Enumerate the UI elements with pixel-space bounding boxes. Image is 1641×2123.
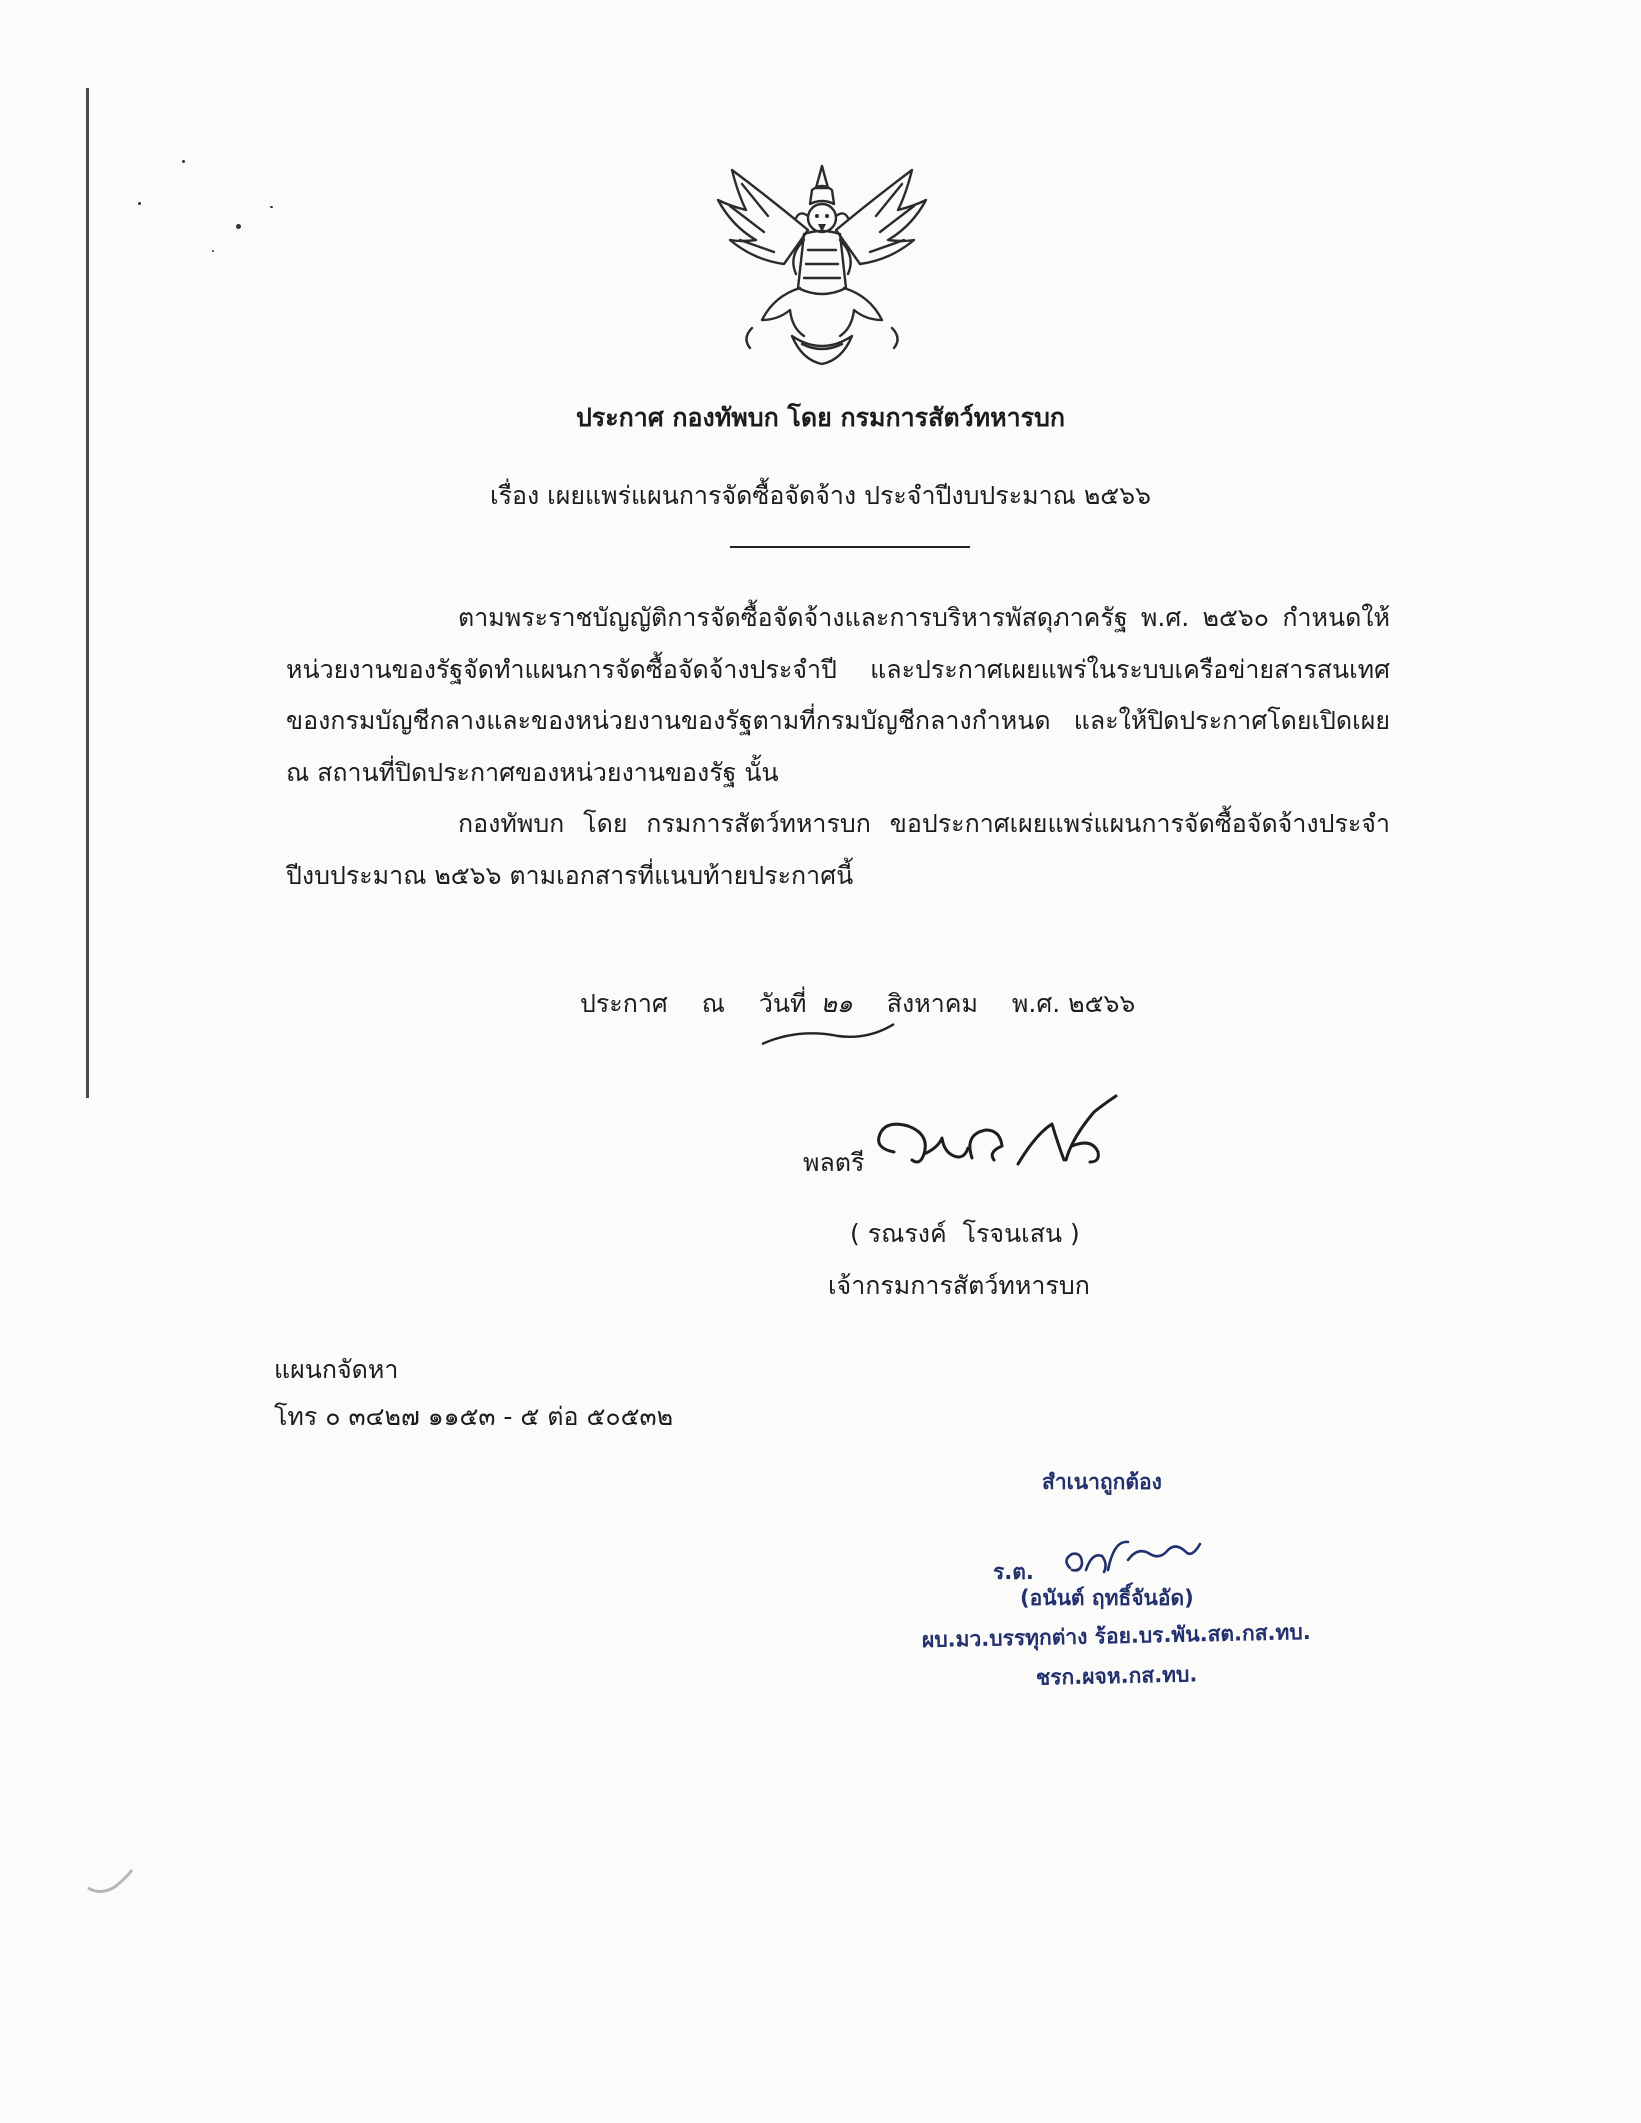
announcement-body [286, 592, 1390, 901]
scan-speck [270, 206, 273, 208]
signer-signature [868, 1090, 1128, 1180]
date-day-label: วันที่ [758, 989, 807, 1018]
certification-position-line-2: ชรก.ผจห.กส.ทบ. [1035, 1662, 1198, 1690]
scan-corner-mark [82, 1862, 142, 1902]
date-year: พ.ศ. ๒๕๖๖ [1011, 989, 1136, 1018]
contact-phone: โทร ๐ ๓๔๒๗ ๑๑๕๓ - ๕ ต่อ ๕๐๕๓๒ [274, 1402, 674, 1431]
scan-speck [182, 160, 185, 163]
body-paragraph-1: ตามพระราชบัญญัติการจัดซื้อจัดจ้างและการบริหารพัสดุภาครัฐ พ.ศ. ๒๕๖๐ กำหนดให้หน่วยงานของรัฐจัดทำแผนการจัดซื้อจัดจ้างประจำปี และประกาศเผยแพร่ในระบบเครือข่ายสารสนเทศของกรมบัญชีกลางและของหน่วยงานของรัฐตามที่กรมบัญชีกลางกำหนด และให้ปิดประกาศโดยเปิดเผย ณ สถานที่ปิดประกาศของหน่วยงานของรัฐ นั้น [286, 603, 1390, 787]
certification-rank: ร.ต. [993, 1560, 1034, 1584]
date-at: ณ [701, 989, 725, 1018]
certification-signature [1058, 1530, 1208, 1580]
certification-title: สำเนาถูกต้อง [1042, 1470, 1162, 1494]
date-month: สิงหาคม [886, 989, 978, 1018]
certification-position-line-1: ผบ.มว.บรรทุกต่าง ร้อย.บร.พัน.สต.กส.ทบ. [921, 1619, 1311, 1653]
body-paragraph-2: กองทัพบก โดย กรมการสัตว์ทหารบก ขอประกาศเผยแพร่แผนการจัดซื้อจัดจ้างประจำปีงบประมาณ ๒๕๖๖ ตามเอกสารที่แนบท้ายประกาศนี้ [286, 809, 1390, 890]
contact-department: แผนกจัดหา [274, 1355, 399, 1384]
signer-name: ( รณรงค์ โรจนเสน ) [850, 1219, 1080, 1248]
signer-rank: พลตรี [803, 1148, 865, 1177]
scan-speck [138, 202, 141, 205]
binding-margin-line [86, 88, 89, 1098]
announcement-title: ประกาศ กองทัพบก โดย กรมการสัตว์ทหารบก [575, 403, 1066, 432]
garuda-emblem-icon [712, 160, 932, 370]
signer-position: เจ้ากรมการสัตว์ทหารบก [828, 1271, 1090, 1300]
scan-speck [236, 224, 241, 229]
date-day-handwritten: ๒๑ [820, 989, 853, 1018]
title-divider [730, 546, 970, 548]
scan-speck [212, 250, 214, 252]
date-prefix: ประกาศ [580, 989, 668, 1018]
certification-name: (อนันต์ ฤทธิ์จันอัด) [1020, 1586, 1194, 1610]
date-handwritten-underline [758, 1010, 898, 1050]
announcement-subject: เรื่อง เผยแพร่แผนการจัดซื้อจัดจ้าง ประจำปีงบประมาณ ๒๕๖๖ [490, 481, 1151, 510]
